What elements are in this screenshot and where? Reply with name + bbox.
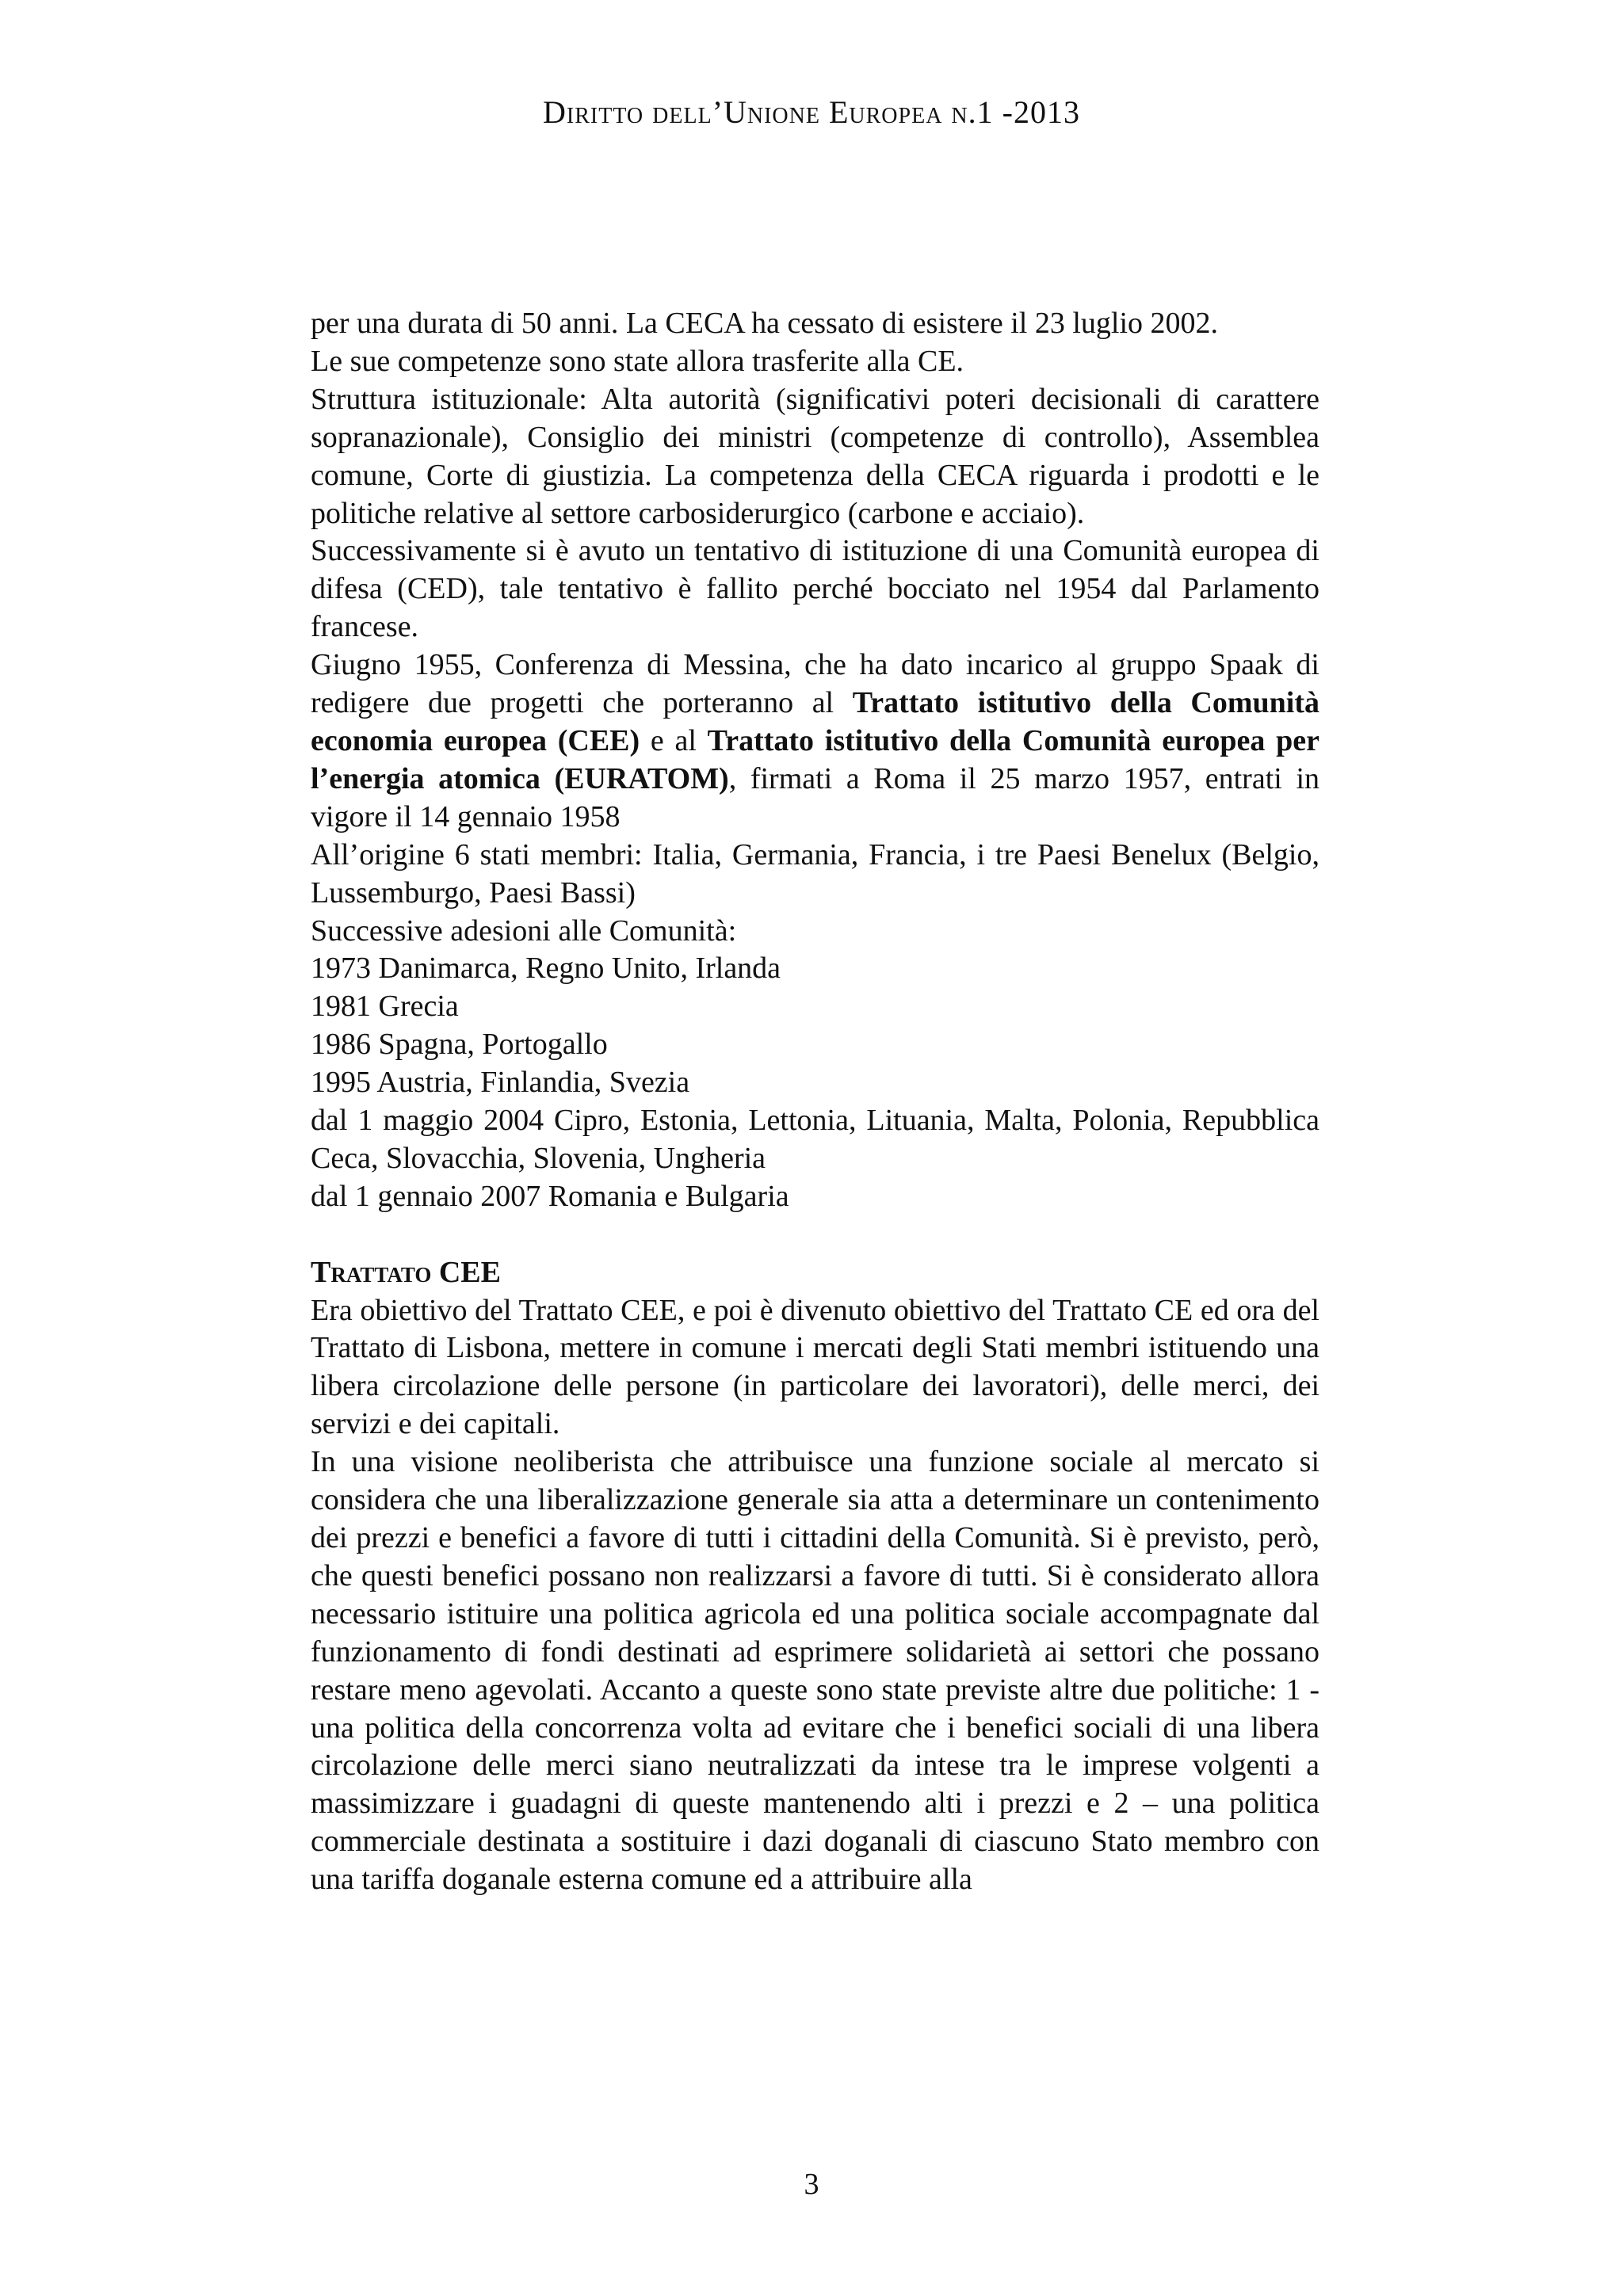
accessions-intro: Successive adesioni alle Comunità: <box>311 913 737 948</box>
paragraph-neoliberal-vision: In una visione neoliberista che attribuisce una funzione sociale al mercato si considera che una liberalizzazione generale sia atta a determinare un contenimento dei prezzi e benefici a favore di tutti i cittadini della Comunità. Si è previsto, però, che questi benefici possano non realizzarsi a favore di tutti. Si è considerato allora necessario istituire una politica agricola ed una politica sociale accompagnate dal funzionamento di fondi destinati ad esprimere solidarietà ai settori che possano restare meno agevolati. Accanto a queste sono state previste altre due politiche: 1 - una politica della concorrenza volta ad evitare che i benefici sociali di una libera circolazione delle merci siano neutralizzati da intese tra le imprese volgenti a massimizzare i guadagni di queste mantenendo alti i prezzi e 2 – una politica commerciale destinata a sostituire i dazi doganali di ciascuno Stato membro con una tariffa doganale esterna comune ed a attribuire alla <box>311 1445 1319 1897</box>
section-title: Trattato CEE <box>311 1255 502 1289</box>
paragraph-institutional-structure: Struttura istituzionale: Alta autorità (significativi poteri decisionali di carattere sopranazionale), Consiglio dei ministri (competenze di controllo), Assemblea comune, Corte di giustizia. La competenza della CECA riguarda i prodotti e le politiche relative al settore carbosiderurgico (carbone e acciaio). <box>311 382 1319 530</box>
messina-text-1: Giugno 1955, Conferenza di Messina, che ha dato incarico al gruppo Spaak di redigere due progetti che porteranno al <box>311 648 1319 720</box>
paragraph-messina-conference <box>311 646 1319 837</box>
treaty-cee-name: Trattato istitutivo della Comunità economia europea (CEE) <box>311 686 1319 757</box>
paragraph-treaty-objective: Era obiettivo del Trattato CEE, e poi è divenuto obiettivo del Trattato CE ed ora del Trattato di Lisbona, mettere in comune i mercati degli Stati membri istituendo una libera circolazione delle persone (in particolare dei lavoratori), delle merci, dei servizi e dei capitali. <box>311 1293 1319 1441</box>
accession-item: 1973 Danimarca, Regno Unito, Irlanda <box>311 952 781 986</box>
accession-item: dal 1 gennaio 2007 Romania e Bulgaria <box>311 1179 789 1213</box>
messina-text-3: , firmati a Roma il 25 marzo 1957, entrati in vigore il 14 gennaio 1958 <box>311 761 1319 833</box>
paragraph-ceca-competences: Le sue competenze sono state allora trasferite alla CE. <box>311 344 964 378</box>
treaty-euratom-name: Trattato istitutivo della Comunità europea per l’energia atomica (EURATOM) <box>311 723 1319 795</box>
paragraph-founding-members: All’origine 6 stati membri: Italia, Germania, Francia, i tre Paesi Benelux (Belgio, Lussemburgo, Paesi Bassi) <box>311 837 1319 910</box>
running-header: Diritto dell’Unione Europea n.1 -2013 <box>543 94 1080 130</box>
paragraph-ced: Successivamente si è avuto un tentativo di istituzione di una Comunità europea di difesa (CED), tale tentativo è fallito perché bocciato nel 1954 dal Parlamento francese. <box>311 534 1319 644</box>
page-body <box>311 305 1319 1899</box>
messina-text-2: e al <box>640 723 708 757</box>
accession-item: dal 1 maggio 2004 Cipro, Estonia, Lettonia, Lituania, Malta, Polonia, Repubblica Ceca, Slovacchia, Slovenia, Ungheria <box>311 1104 1319 1175</box>
accession-item: 1986 Spagna, Portogallo <box>311 1028 608 1062</box>
accession-item: 1981 Grecia <box>311 990 459 1024</box>
section-spacer <box>311 1216 1319 1254</box>
page-number: 3 <box>804 2168 819 2201</box>
accession-item: 1995 Austria, Finlandia, Svezia <box>311 1066 690 1100</box>
paragraph-ceca-duration: per una durata di 50 anni. La CECA ha cessato di esistere il 23 luglio 2002. <box>311 307 1219 340</box>
